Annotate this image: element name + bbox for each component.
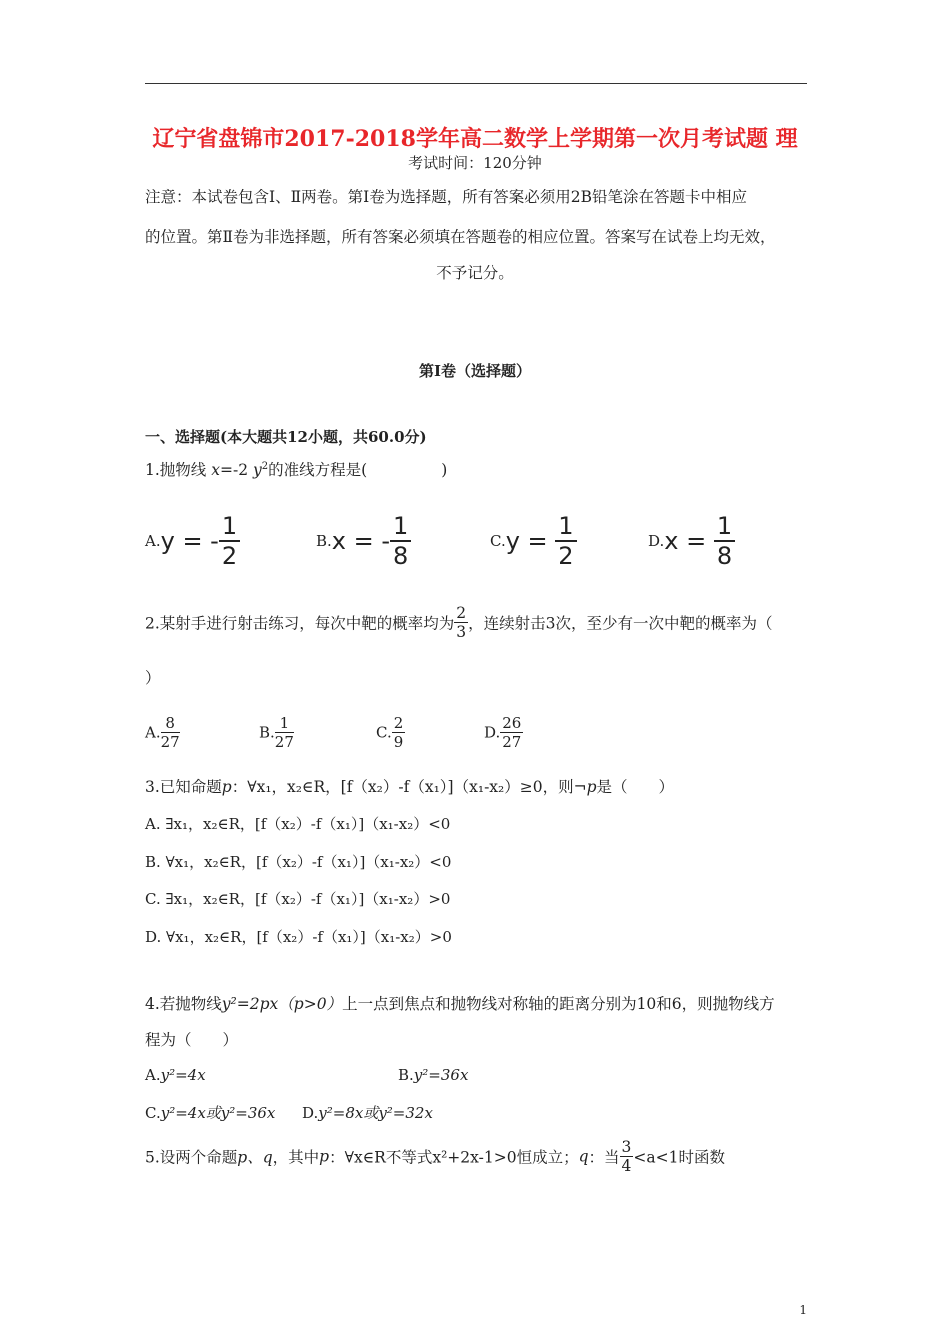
- question-4: [145, 992, 775, 1014]
- q1-option-b-frac: [390, 512, 411, 570]
- q2-option-b[interactable]: [259, 714, 294, 751]
- q3-p2: p: [586, 778, 597, 796]
- q2-prob-num: 2: [456, 604, 467, 622]
- notice-line-2: 的位置。第Ⅱ卷为非选择题，所有答案必须填在答题卷的相应位置。答案写在试卷上均无效，: [145, 228, 776, 246]
- q4-option-c-label: C.: [145, 1104, 161, 1122]
- q5-q: q: [578, 1147, 589, 1166]
- q3-option-b[interactable]: [145, 851, 451, 872]
- q3-option-c-text: ∃x₁，x₂∈R，[f（x₂）-f（x₁）]（x₁-x₂）>0: [165, 890, 451, 908]
- q4-option-c[interactable]: [145, 1102, 275, 1123]
- q1-option-a-label: A.: [145, 532, 161, 550]
- q3-option-c-label: C.: [145, 890, 161, 908]
- q5-a-num: 3: [621, 1138, 632, 1156]
- q1-eq-x: x: [211, 461, 220, 479]
- q2-option-d[interactable]: [484, 714, 523, 751]
- q4-suffix: 上一点到焦点和抛物线对称轴的距离分别为10和6，则抛物线方: [342, 995, 775, 1013]
- q2-prefix: 2.某射手进行射击练习，每次中靶的概率均为: [145, 614, 455, 633]
- q3-option-d-text: ∀x₁，x₂∈R，[f（x₂）-f（x₁）]（x₁-x₂）>0: [166, 928, 452, 946]
- q4-option-b-text: y²=36x: [413, 1066, 469, 1084]
- question-2: [145, 604, 773, 641]
- q1-close: ): [441, 461, 448, 479]
- notice-line-3: 不予记分。: [436, 264, 514, 282]
- q2-close: ）: [145, 669, 161, 687]
- q2-option-d-label: D.: [484, 723, 501, 742]
- q1-option-c[interactable]: [490, 512, 577, 570]
- q3-prefix: 3.已知命题: [145, 778, 222, 796]
- q2-option-c-frac: [392, 714, 406, 751]
- section1-title: 一、选择题(本大题共12小题，共60.0分): [145, 428, 427, 446]
- q1-option-b-label: B.: [316, 532, 332, 550]
- q2-suffix: ，连续射击3次，至少有一次中靶的概率为（: [468, 614, 773, 633]
- top-rule: [145, 83, 807, 84]
- q1-option-a-den: 2: [221, 542, 238, 570]
- q2-option-c-label: C.: [376, 723, 392, 742]
- q5-body: ：∀x∈R不等式x²+2x-1>0恒成立；: [329, 1148, 579, 1167]
- q1-prefix: 1.抛物线: [145, 461, 207, 479]
- q3-body: ：∀x₁，x₂∈R，[f（x₂）-f（x₁）]（x₁-x₂）≥0，则¬: [231, 778, 587, 796]
- q4-option-b[interactable]: [398, 1066, 468, 1084]
- q2-option-c[interactable]: [376, 714, 405, 751]
- q2-option-b-frac: [275, 714, 294, 751]
- q5-mid: ，其中: [272, 1148, 320, 1167]
- q4-line-2: 程为（ ）: [145, 1031, 239, 1049]
- q2-prob-frac: [454, 604, 468, 641]
- q2-option-d-den: 27: [502, 733, 522, 751]
- q2-option-a-num: 8: [161, 714, 180, 733]
- question-5: [145, 1138, 725, 1175]
- notice-line-1: 注意：本试卷包含Ⅰ、Ⅱ两卷。第Ⅰ卷为选择题，所有答案必须用2B铅笔涂在答题卡中相应: [145, 188, 748, 206]
- q1-option-c-frac: [555, 512, 576, 570]
- q1-option-a-num: 1: [219, 512, 240, 542]
- question-3: [145, 775, 674, 797]
- q4-option-a-label: A.: [145, 1066, 161, 1084]
- q4-option-d[interactable]: [302, 1102, 433, 1123]
- q3-option-a-text: ∃x₁，x₂∈R，[f（x₂）-f（x₁）]（x₁-x₂）<0: [165, 815, 451, 833]
- part1-title: 第Ⅰ卷（选择题）: [418, 362, 532, 380]
- q1-option-d-frac: [714, 512, 735, 570]
- q1-suffix: 的准线方程是(: [268, 461, 368, 479]
- q4-option-c-text: y²=4x或y²=36x: [160, 1104, 276, 1122]
- q2-prob-den: 3: [456, 623, 467, 641]
- q5-a-den: 4: [621, 1157, 632, 1175]
- q2-option-b-den: 27: [274, 733, 294, 751]
- q5-when: ：当: [588, 1148, 620, 1167]
- q2-option-b-label: B.: [259, 723, 275, 742]
- q3-suffix: 是（ ）: [596, 778, 675, 796]
- q5-prefix: 5.设两个命题: [145, 1148, 238, 1167]
- q1-option-b-den: 8: [393, 542, 409, 570]
- q4-prefix: 4.若抛物线: [145, 995, 222, 1013]
- q3-option-d[interactable]: [145, 926, 452, 947]
- question-1: [145, 458, 447, 480]
- q1-option-c-label: C.: [490, 532, 506, 550]
- q5-a-frac: [620, 1138, 634, 1175]
- q1-option-a-lhs: y = -: [160, 527, 219, 555]
- q4-option-a[interactable]: [145, 1066, 206, 1084]
- exam-time: 考试时间：120分钟: [408, 154, 542, 172]
- q1-eq-mid: =-2: [219, 461, 249, 479]
- page-number: 1: [799, 1303, 807, 1317]
- q3-option-b-label: B.: [145, 853, 161, 871]
- q1-eq-exp: 2: [261, 460, 269, 472]
- q2-option-d-frac: [500, 714, 523, 751]
- q2-option-d-num: 26: [502, 714, 522, 732]
- q2-option-b-num: 1: [275, 714, 294, 733]
- q4-option-d-label: D.: [302, 1104, 319, 1122]
- exam-title: 辽宁省盘锦市2017-2018学年高二数学上学期第一次月考试题 理: [152, 126, 798, 152]
- q1-option-c-num: 1: [555, 512, 576, 542]
- q5-p: p: [319, 1147, 330, 1166]
- q2-option-c-num: 2: [393, 714, 404, 732]
- q1-option-a[interactable]: [145, 512, 240, 570]
- q1-option-b-num: 1: [390, 512, 411, 542]
- q5-pq: p、q: [237, 1148, 273, 1167]
- q3-option-d-label: D.: [145, 928, 162, 946]
- q3-p: p: [221, 778, 232, 796]
- q1-option-c-lhs: y =: [505, 527, 556, 555]
- q1-option-d-den: 8: [716, 542, 733, 570]
- q1-eq-y: y: [253, 461, 262, 479]
- q2-option-a-label: A.: [145, 723, 161, 742]
- q1-option-d[interactable]: [648, 512, 735, 570]
- q1-option-b[interactable]: [316, 512, 411, 570]
- q4-eq: y²=2px（p>0）: [221, 995, 343, 1013]
- q2-option-c-den: 9: [393, 733, 404, 751]
- q3-option-b-text: ∀x₁，x₂∈R，[f（x₂）-f（x₁）]（x₁-x₂）<0: [165, 853, 452, 871]
- q1-option-d-label: D.: [648, 532, 665, 550]
- q3-option-a-label: A.: [145, 815, 161, 833]
- q4-option-b-label: B.: [398, 1066, 414, 1084]
- q5-suffix: <a<1时函数: [633, 1148, 725, 1167]
- q1-option-d-num: 1: [714, 512, 735, 542]
- q1-option-d-lhs: x =: [664, 527, 714, 555]
- q2-option-a-den: 27: [160, 733, 180, 751]
- q3-option-a[interactable]: [145, 813, 450, 834]
- q4-option-a-text: y²=4x: [160, 1066, 206, 1084]
- q2-option-a[interactable]: [145, 714, 180, 751]
- q1-option-b-lhs: x = -: [331, 527, 391, 555]
- q4-option-d-text: y²=8x或y²=32x: [318, 1104, 433, 1122]
- q1-option-c-den: 2: [558, 542, 574, 570]
- q1-option-a-frac: [219, 512, 240, 570]
- q2-option-a-frac: [161, 714, 180, 751]
- q3-option-c[interactable]: [145, 888, 450, 909]
